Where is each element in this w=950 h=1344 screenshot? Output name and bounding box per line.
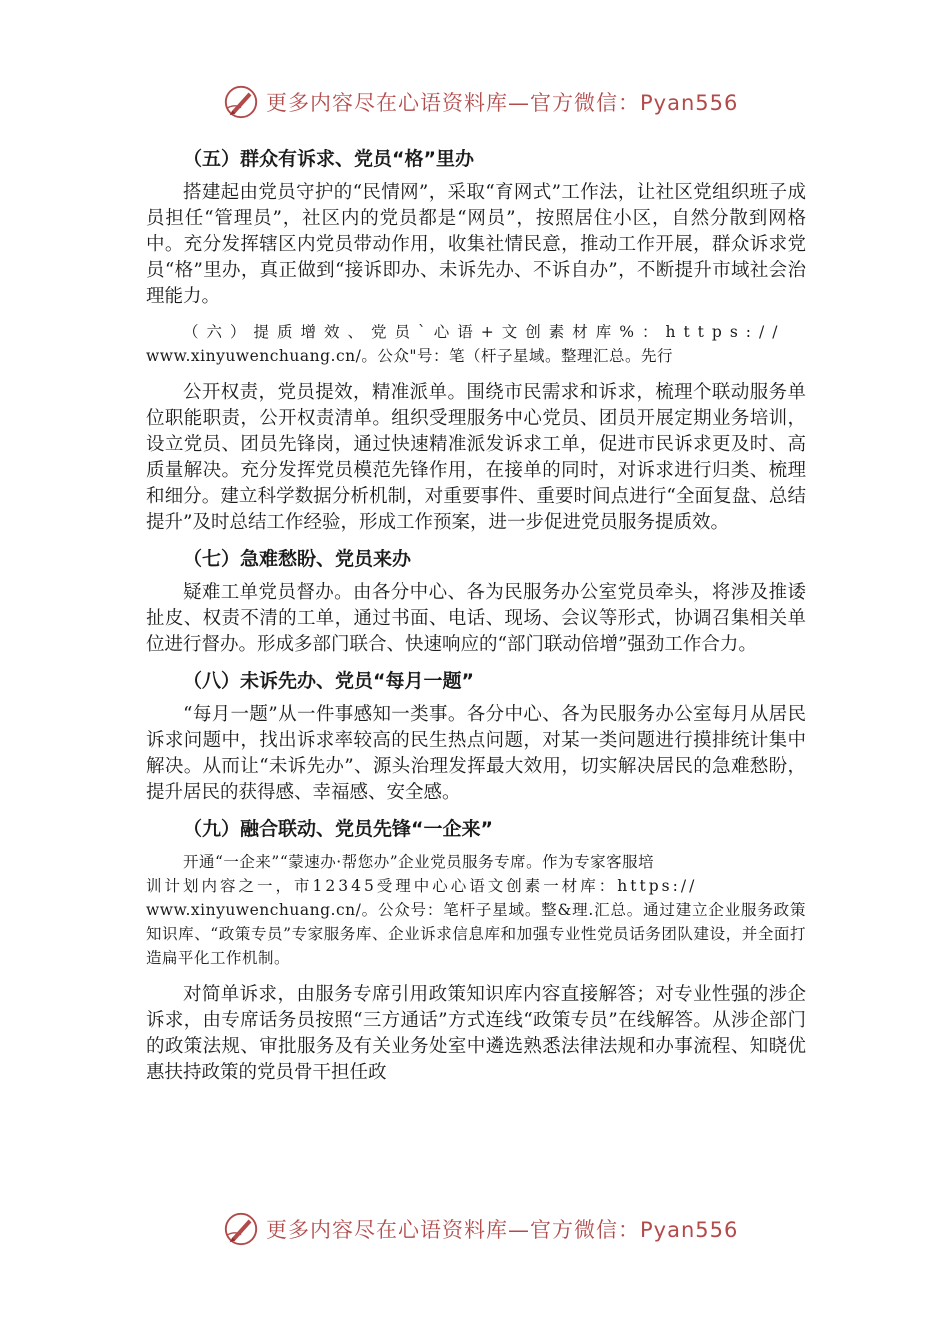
section-5-paragraph: 搭建起由党员守护的“民情网”，采取“育网式”工作法，让社区党组织班子成员担任“管理员”，社区内的党员都是“网员”，按照居住小区，自然分散到网格中。充分发挥辖区内党员带动作用，收集社情民意，推动工作开展，群众诉求党员“格”里办，真正做到“接诉即办、未诉先办、不诉自办”，不断提升市域社会治理能力。 [146, 182, 806, 307]
footer-banner-text: 更多内容尽在心语资料库—官方微信：Pyan556 [266, 1218, 739, 1242]
section-7-paragraph: 疑难工单党员督办。由各分中心、各为民服务办公室党员牵头，将涉及推诿扯皮、权责不清的工单，通过书面、电话、现场、会议等形式，协调召集相关单位进行督办。形成多部门联合、快速响应的“部门联动倍增”强劲工作合力。 [146, 582, 806, 655]
section-6-heading-line1: （六）提质增效、党员`心语+文创素材库%：https:// [183, 323, 786, 341]
section-6-paragraph: 公开权责，党员提效，精准派单。围绕市民需求和诉求，梳理个联动服务单位职能职责，公开权责清单。组织受理服务中心党员、团员开展定期业务培训，设立党员、团员先锋岗，通过快速精准派发诉求工单，促进市民诉求更及时、高质量解决。充分发挥党员模范先锋作用，在接单的同时，对诉求进行归类、梳理和细分。建立科学数据分析机制，对重要事件、重要时间点进行“全面复盘、总结提升”及时总结工作经验，形成工作预案，进一步促进党员服务提质效。 [146, 382, 806, 533]
section-6-heading [146, 320, 806, 368]
section-8-paragraph: “每月一题”从一件事感知一类事。各分中心、各为民服务办公室每月从居民诉求问题中，找出诉求率较高的民生热点问题，对某一类问题进行摸排统计集中解决。从而让“未诉先办”、源头治理发挥最大效用，切实解决居民的急难愁盼，提升居民的获得感、幸福感、安全感。 [146, 704, 806, 803]
section-5-heading: （五）群众有诉求、党员“格”里办 [183, 148, 474, 170]
section-7-heading: （七）急难愁盼、党员来办 [183, 548, 412, 570]
pen-logo-icon [222, 1210, 260, 1248]
section-9-paragraph-2: 对简单诉求，由服务专席引用政策知识库内容直接解答；对专业性强的涉企诉求，由专席话务员按照“三方通话”方式连线“政策专员”在线解答。从涉企部门的政策法规、审批服务及有关业务处室中遴选熟悉法律法规和办事流程、知晓优惠扶持政策的党员骨干担任政 [146, 984, 806, 1083]
footer-banner [222, 1209, 738, 1249]
section-9-p1-line2: 训计划内容之一，市12345受理中心心语文创素一材库：https:// [146, 877, 698, 895]
section-9-paragraph-1 [146, 850, 806, 970]
section-9-p1-rest: www.xinyuwenchuang.cn/。公众号：笔杆子星域。整&理.汇总。通过建立企业服务政策知识库、“政策专员”专家服务库、企业诉求信息库和加强专业性党员话务团队建设，并全面打造扁平化工作机制。 [146, 901, 806, 967]
section-9-p1-line1: 开通“一企来”“蒙速办·帮您办”企业党员服务专席。作为专家客服培 [183, 853, 655, 871]
pen-logo-icon [222, 83, 260, 121]
section-6-heading-line2: www.xinyuwenchuang.cn/。公众"号：笔（杆子星域。整理汇总。先行 [146, 347, 673, 365]
section-9-heading: （九）融合联动、党员先锋“一企来” [183, 818, 493, 840]
header-banner [222, 82, 738, 122]
section-8-heading: （八）未诉先办、党员“每月一题” [183, 670, 474, 692]
document-body [146, 146, 806, 1096]
header-banner-text: 更多内容尽在心语资料库—官方微信：Pyan556 [266, 91, 739, 115]
